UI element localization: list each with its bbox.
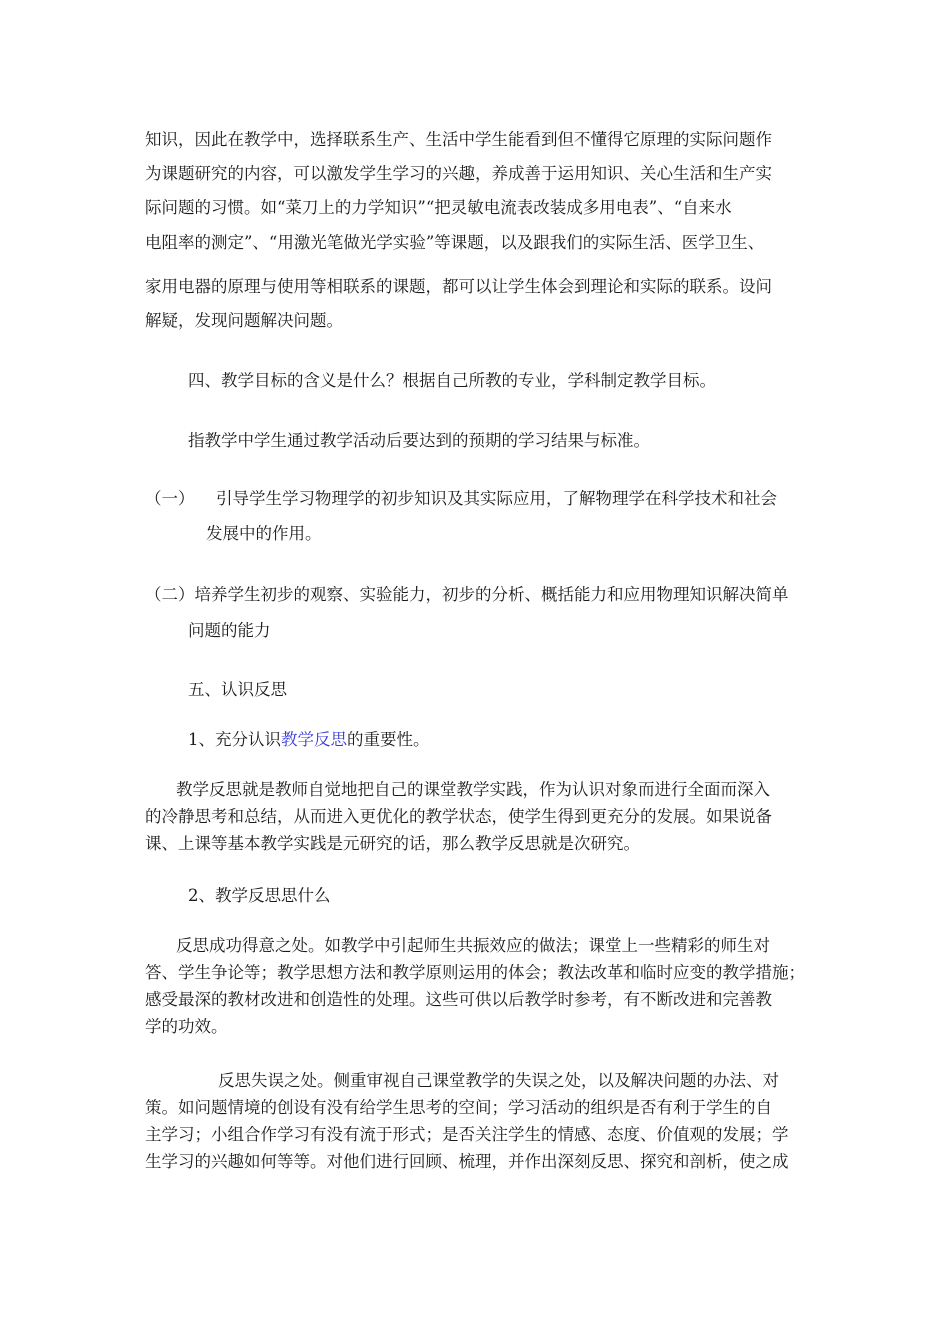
list-marker: （一） [145,489,195,508]
text-line: 的冷静思考和总结，从而进入更优化的教学状态，使学生得到更充分的发展。如果说备 [145,807,772,826]
teaching-reflection-link[interactable]: 教学反思 [281,730,347,749]
text-line: 电阻率的测定”、“用激光笔做光学实验”等课题，以及跟我们的实际生活、医学卫生、 [145,233,765,252]
text-line: 发展中的作用。 [206,524,322,543]
text-line: 课、上课等基本教学实践是元研究的话，那么教学反思就是次研究。 [145,834,640,853]
subheading-what-to-reflect: 2、教学反思思什么 [188,886,331,905]
definition-text: 指教学中学生通过教学活动后要达到的预期的学习结果与标准。 [188,431,650,450]
text-line: 答、学生争论等；教学思想方法和教学原则运用的体会；教法改革和临时应变的教学措施； [145,963,805,982]
subheading-prefix: 1、充分认识 [188,730,281,749]
text-line: （二）培养学生初步的观察、实验能力，初步的分析、概括能力和应用物理知识解决简单 [145,585,789,604]
text-line: 策。如问题情境的创设有没有给学生思考的空间；学习活动的组织是否有利于学生的自 [145,1098,772,1117]
text-line: 知识，因此在教学中，选择联系生产、生活中学生能看到但不懂得它原理的实际问题作 [145,130,772,149]
text-line: 反思成功得意之处。如教学中引起师生共振效应的做法；课堂上一些精彩的师生对 [176,936,770,955]
heading-reflection: 五、认识反思 [188,680,287,699]
subheading-importance [188,729,430,751]
text-line: 引导学生学习物理学的初步知识及其实际应用，了解物理学在科学技术和社会 [216,489,777,508]
text-line: 反思失误之处。侧重审视自己课堂教学的失误之处，以及解决问题的办法、对 [218,1071,779,1090]
text-line: 主学习；小组合作学习有没有流于形式；是否关注学生的情感、态度、价值观的发展；学 [145,1125,789,1144]
text-line: 学的功效。 [145,1017,228,1036]
text-line: 为课题研究的内容，可以激发学生学习的兴趣，养成善于运用知识、关心生活和生产实 [145,164,772,183]
text-line: 家用电器的原理与使用等相联系的课题，都可以让学生体会到理论和实际的联系。设问 [145,277,772,296]
text-line: 感受最深的教材改进和创造性的处理。这些可供以后教学时参考，有不断改进和完善教 [145,990,772,1009]
text-line: 际问题的习惯。如“菜刀上的力学知识”“把灵敏电流表改装成多用电表”、“自来水 [145,198,732,217]
text-line: 教学反思就是教师自觉地把自己的课堂教学实践，作为认识对象而进行全面而深入 [176,780,770,799]
text-line: 问题的能力 [188,621,271,640]
text-line: 解疑，发现问题解决问题。 [145,311,343,330]
heading-teaching-objectives: 四、教学目标的含义是什么？根据自己所教的专业，学科制定教学目标。 [188,371,716,390]
subheading-suffix: 的重要性。 [347,730,430,749]
text-line: 生学习的兴趣如何等等。对他们进行回顾、梳理，并作出深刻反思、探究和剖析，使之成 [145,1152,789,1171]
